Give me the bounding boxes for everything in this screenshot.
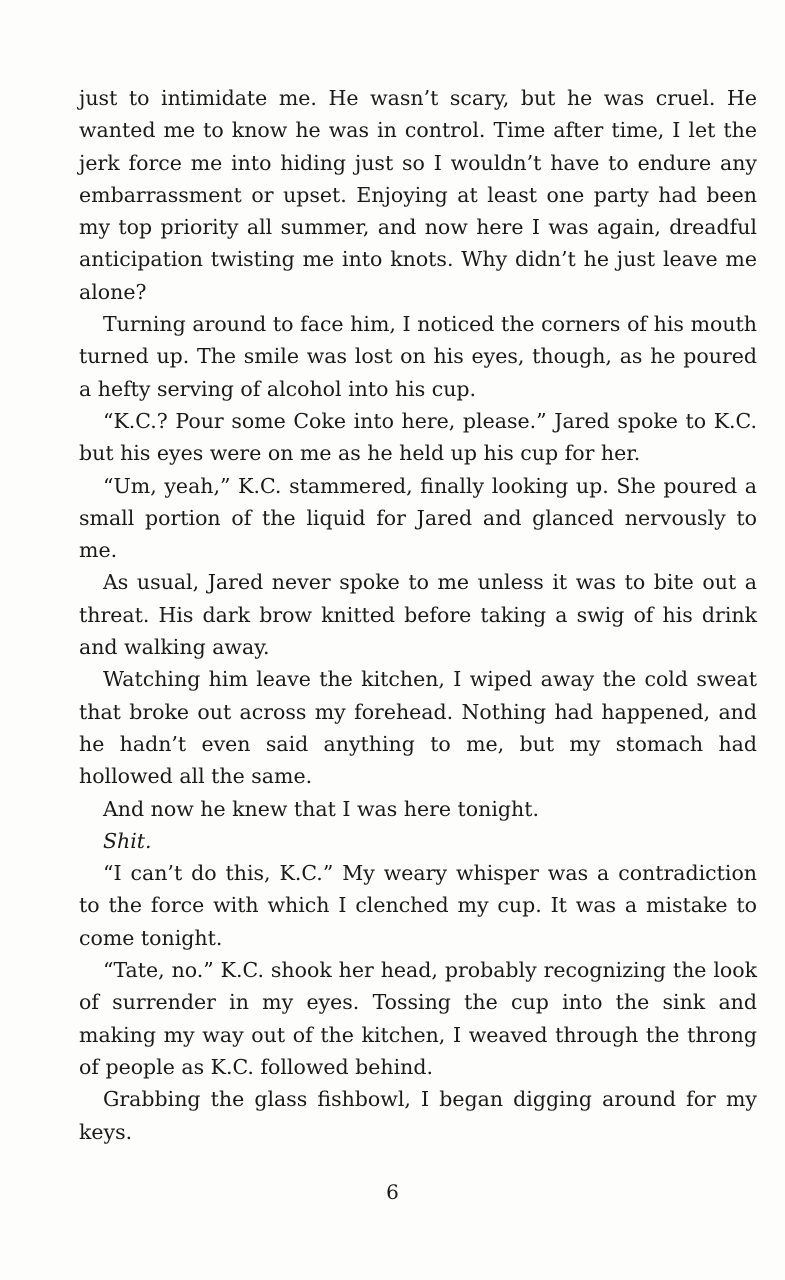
paragraph-4: “Um, yeah,” K.C. stammered, finally looking up. She poured a small portion of the liquid for Jared and glanced nervously to me.: [79, 473, 757, 563]
paragraph-6: Watching him leave the kitchen, I wiped away the cold sweat that broke out across my forehead. Nothing had happened, and he hadn’t even said anything to me, but my stomach had hollowed all the same.: [79, 667, 757, 789]
paragraph-3: “K.C.? Pour some Coke into here, please.” Jared spoke to K.C. but his eyes were on me as he held up his cup for her.: [79, 408, 757, 466]
paragraph-11: Grabbing the glass fishbowl, I began digging around for my keys.: [79, 1087, 757, 1144]
body-text: [79, 82, 757, 1148]
paragraph-7: And now he knew that I was here tonight.: [103, 796, 539, 821]
paragraph-9: “I can’t do this, K.C.” My weary whisper was a contradiction to the force with which I clenched my cup. It was a mistake to come tonight.: [79, 861, 757, 950]
paragraph-1: just to intimidate me. He wasn’t scary, but he was cruel. He wanted me to know he was in control. Time after time, I let the jerk force me into hiding just so I wouldn’t have to endure any embarrassment or upset. Enjoying at least one party had been my top priority all summer, and now here I was again, dreadful anticipation twisting me into knots. Why didn’t he just leave me alone?: [79, 86, 757, 304]
paragraph-2: Turning around to face him, I noticed the corners of his mouth turned up. The smile was lost on his eyes, though, as he poured a hefty serving of alcohol into his cup.: [79, 312, 757, 401]
paragraph-8: Shit.: [103, 828, 152, 853]
paragraph-10: “Tate, no.” K.C. shook her head, probably recognizing the look of surrender in my eyes. Tossing the cup into the sink and making my way out of the kitchen, I weaved through the throng of people as K.C. followed behind.: [79, 958, 757, 1079]
page-number: 6: [386, 1180, 399, 1204]
paragraph-5: As usual, Jared never spoke to me unless it was to bite out a threat. His dark brow knitted before taking a swig of his drink and walking away.: [79, 570, 757, 660]
